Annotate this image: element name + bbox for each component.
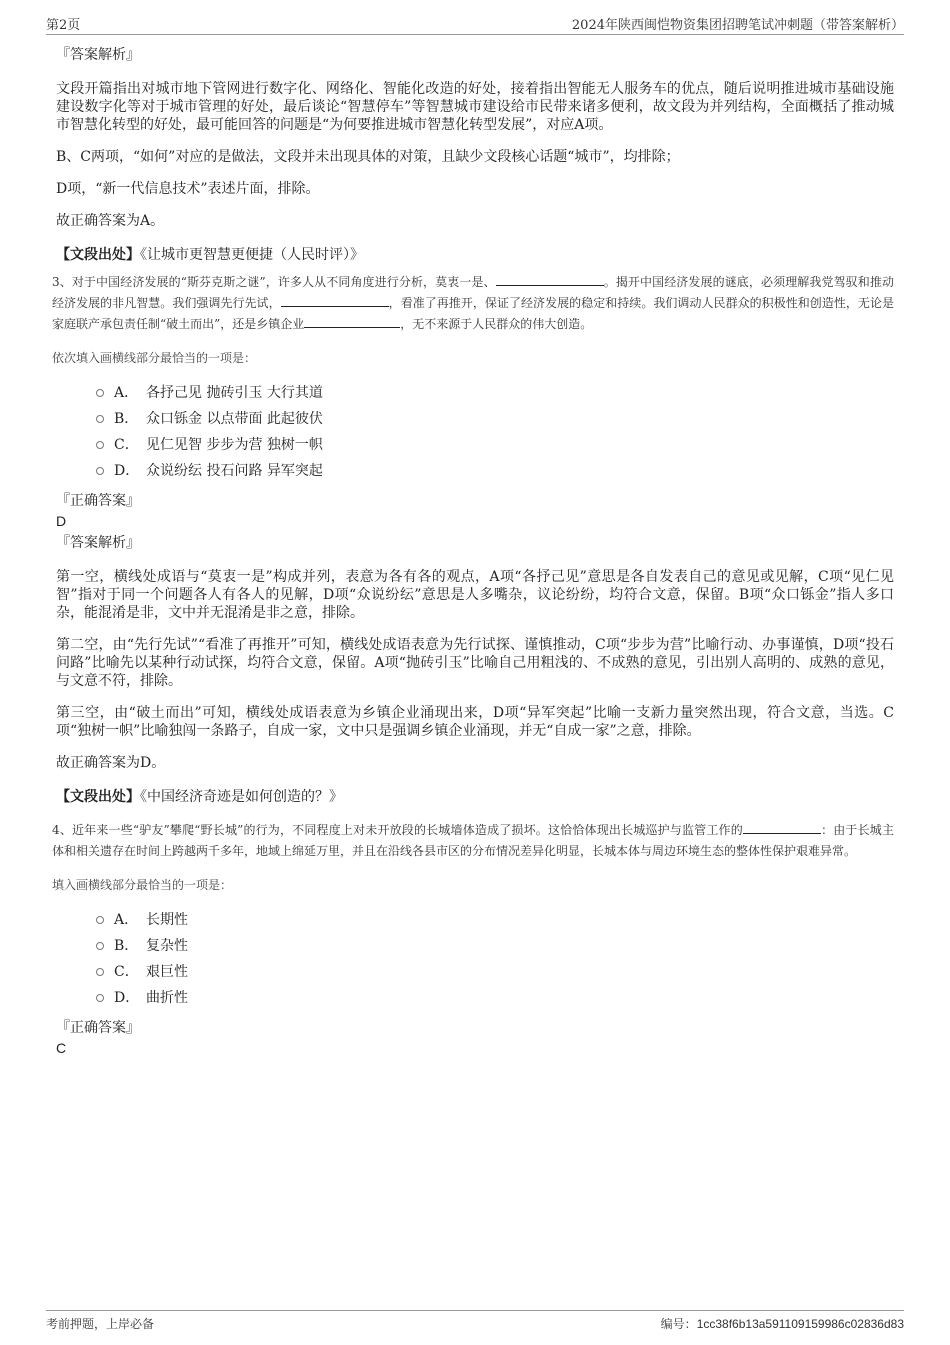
q3-blank-1: [496, 273, 604, 286]
document-title: 2024年陕西闽恺物资集团招聘笔试冲刺题（带答案解析）: [571, 18, 904, 33]
radio-icon[interactable]: [96, 942, 104, 950]
q3-correct-tag: 『正确答案』: [56, 493, 140, 509]
q3-option-b[interactable]: [96, 406, 894, 432]
q4-option-a[interactable]: [96, 907, 894, 933]
q3-blank-3: [304, 315, 400, 328]
q4-correct-answer: C: [56, 1040, 67, 1056]
q3-option-d[interactable]: [96, 458, 894, 484]
q3-option-c[interactable]: [96, 432, 894, 458]
radio-icon[interactable]: [96, 467, 104, 475]
q4-correct-tag: 『正确答案』: [56, 1020, 140, 1036]
q2-analysis-tag: 『答案解析』: [56, 47, 140, 63]
q2-analysis-para-2: B、C两项，“如何”对应的是做法，文段并未出现具体的对策，且缺少文段核心话题“城市”，均排除；: [56, 149, 680, 165]
q4-option-b[interactable]: [96, 933, 894, 959]
q3-analysis-para-3: 第三空，由“破土而出”可知，横线处成语表意为乡镇企业涌现出来，D项“异军突起”比喻一支新力量突然出现，符合文意，当选。C项“独树一帜”比喻独闯一条路子，自成一家，文中只是强调乡镇企业涌现，并无“自成一家”之意，排除。: [56, 705, 894, 739]
q3-analysis-para-4: 故正确答案为D。: [56, 755, 166, 771]
page-footer: [46, 1310, 904, 1331]
option-letter: D．: [114, 990, 140, 1006]
option-text: 各抒己见 抛砖引玉 大行其道: [146, 385, 323, 401]
q3-stem: [52, 272, 894, 335]
q3-analysis-para-2: 第二空，由“先行先试”“看准了再推开”可知，横线处成语表意为先行试探、谨慎推动，C项“步步为营”比喻行动、办事谨慎，D项“投石问路”比喻先以某种行动试探，均符合文意，保留。A项“抛砖引玉”比喻自己用粗浅的、不成熟的意见，引出别人高明的、成熟的意见，与文意不符，排除。: [56, 637, 894, 689]
q4-blank: [743, 821, 821, 834]
q4-option-c[interactable]: [96, 959, 894, 985]
option-letter: A．: [114, 912, 139, 928]
option-letter: C．: [114, 964, 139, 980]
option-letter: D．: [114, 463, 140, 479]
option-letter: A．: [114, 385, 139, 401]
q3-option-a[interactable]: [96, 380, 894, 406]
option-text: 众说纷纭 投石问路 异军突起: [146, 463, 323, 479]
option-letter: B．: [114, 938, 139, 954]
serial-number: 1cc38f6b13a591109159986c02836d83: [696, 1317, 904, 1331]
q3-blank-2: [281, 294, 389, 307]
q3-stem-part-4: ，无不来源于人民群众的伟大创造。: [400, 317, 593, 331]
q4-instruction: 填入画横线部分最恰当的一项是：: [52, 878, 233, 892]
radio-icon[interactable]: [96, 415, 104, 423]
option-letter: B．: [114, 411, 139, 427]
option-text: 长期性: [146, 912, 188, 928]
q2-analysis-para-4: 故正确答案为A。: [56, 213, 165, 229]
radio-icon[interactable]: [96, 916, 104, 924]
q2-source-text: 《让城市更智慧更便捷（人民时评）》: [140, 247, 364, 263]
q4-stem: [52, 820, 894, 862]
radio-icon[interactable]: [96, 994, 104, 1002]
serial-label: 编号：: [660, 1317, 697, 1331]
q2-analysis-para-3: D项，“新一代信息技术”表述片面，排除。: [56, 181, 320, 197]
footer-slogan: 考前押题，上岸必备: [46, 1317, 155, 1331]
q4-stem-part-2: ：由于长城主体和相关遗存在时间上跨越两千多年，地域上绵延万里，并且在沿线各县市区的分布情况差异化明显，长城本体与周边环境生态的整体性保护艰难异常。: [52, 823, 894, 858]
q4-stem-part-1: 4、近年来一些“驴友”攀爬“野长城”的行为，不同程度上对未开放段的长城墙体造成了损坏。这恰恰体现出长城巡护与监管工作的: [52, 823, 743, 837]
q2-source: [56, 244, 894, 264]
q4-option-d[interactable]: [96, 985, 894, 1011]
q3-analysis-para-1: 第一空，横线处成语与“莫衷一是”构成并列，表意为各有各的观点，A项“各抒己见”意思是各自发表自己的意见或见解，C项“见仁见智”指对于同一个问题各人有各人的见解，D项“众说纷纭”意思是人多嘴杂，议论纷纷，均符合文意，保留。B项“众口铄金”指人多口杂，能混淆是非，文中并无混淆是非之意，排除。: [56, 569, 894, 621]
q3-analysis-tag: 『答案解析』: [56, 535, 140, 551]
page-number: 第2页: [46, 18, 81, 33]
q3-stem-part-2: 。揭开中国经济发展的谜底，必须理解我党驾驭和推动经济发展的非凡智慧。我们强调先行先试，: [52, 275, 894, 310]
q3-correct-answer: D: [56, 513, 67, 529]
option-text: 复杂性: [146, 938, 188, 954]
footer-serial: [661, 1315, 904, 1332]
option-text: 曲折性: [146, 990, 188, 1006]
radio-icon[interactable]: [96, 389, 104, 397]
q3-options: [96, 380, 894, 484]
q3-source-text: 《中国经济奇迹是如何创造的？》: [140, 789, 343, 805]
q3-stem-part-3: ，看准了再推开，保证了经济发展的稳定和持续。我们调动人民群众的积极性和创造性，无论是家庭联产承包责任制“破土而出”，还是乡镇企业: [52, 296, 894, 331]
page-content: [52, 44, 894, 1057]
q4-options: [96, 907, 894, 1011]
radio-icon[interactable]: [96, 968, 104, 976]
option-text: 众口铄金 以点带面 此起彼伏: [146, 411, 323, 427]
q3-source: [56, 786, 894, 806]
q3-source-label: 【文段出处】: [56, 789, 140, 805]
radio-icon[interactable]: [96, 441, 104, 449]
option-text: 见仁见智 步步为营 独树一帜: [146, 437, 323, 453]
page-header: [46, 12, 904, 35]
option-text: 艰巨性: [146, 964, 188, 980]
q2-source-label: 【文段出处】: [56, 247, 140, 263]
option-letter: C．: [114, 437, 139, 453]
q3-stem-part-1: 3、对于中国经济发展的“斯芬克斯之谜”，许多人从不同角度进行分析，莫衷一是、: [52, 275, 496, 289]
q3-instruction: 依次填入画横线部分最恰当的一项是：: [52, 351, 257, 365]
q2-analysis-para-1: 文段开篇指出对城市地下管网进行数字化、网络化、智能化改造的好处，接着指出智能无人服务车的优点，随后说明推进城市基础设施建设数字化等对于城市管理的好处，最后谈论“智慧停车”等智慧城市建设给市民带来诸多便利，故文段为并列结构，全面概括了推动城市智慧化转型的好处，最可能回答的问题是“为何要推进城市智慧化转型发展”，对应A项。: [56, 81, 894, 133]
